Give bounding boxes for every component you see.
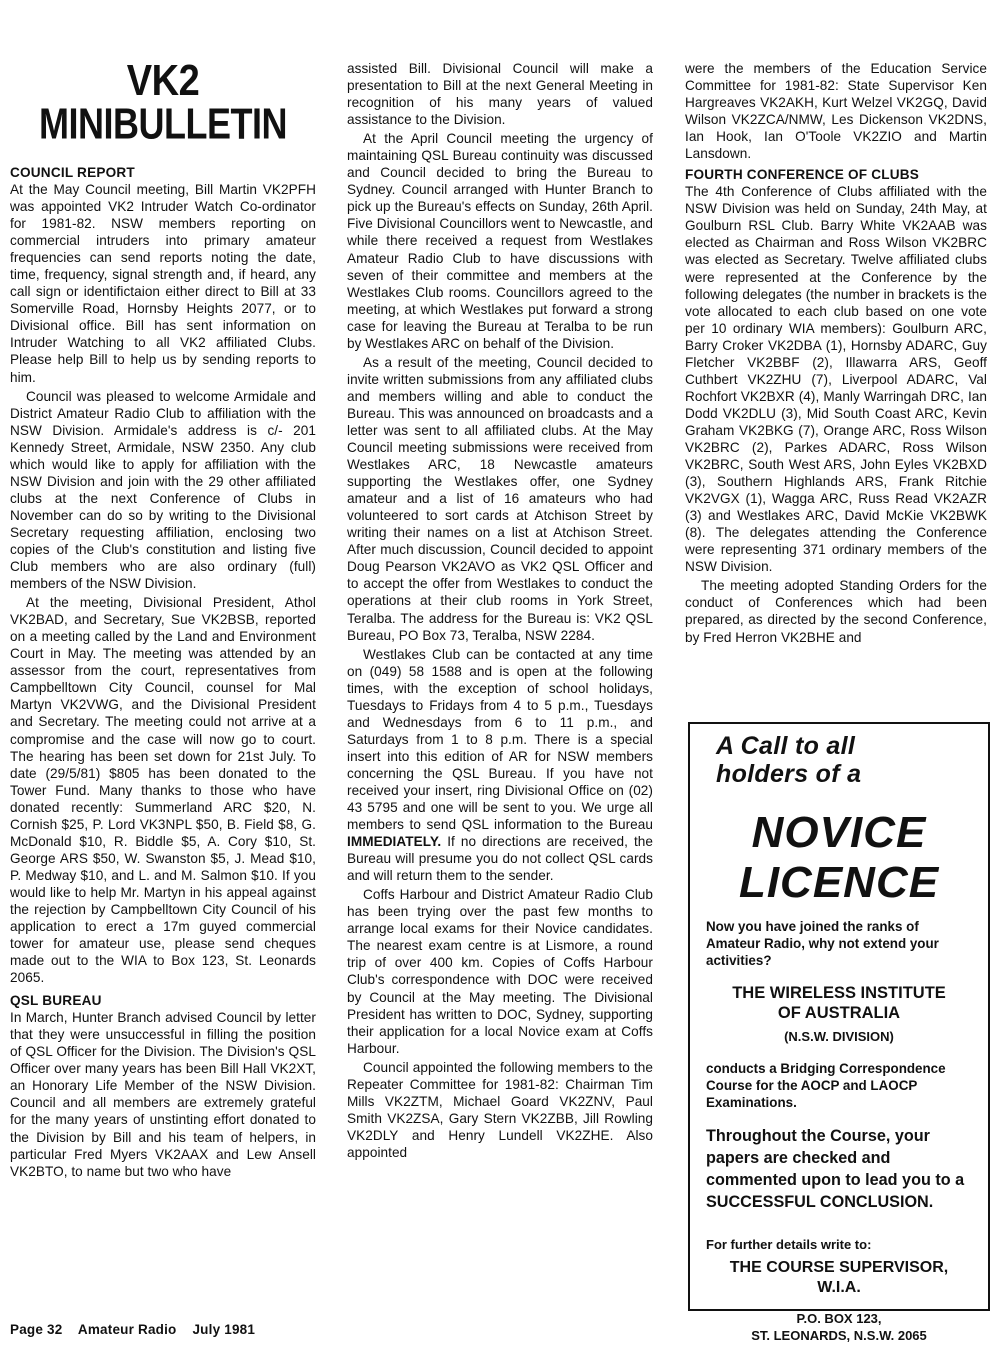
page-footer [10, 1322, 267, 1337]
council-report-paragraph-2: Council was pleased to welcome Armidale and District Amateur Radio Club to affiliation with the NSW Division. Armidale's address is c/- 201 Kennedy Street, Armidale, NSW 2350. Any club which would like to apply for affiliation with the NSW Division and join with the 29 other affiliated clubs at the next Conference of Clubs in November can do so by writing to the Divisional Secretary requesting affiliation, enclosing two copies of the Club's constitution and listing five Club members who are also ordinary (full) members of the NSW Division. [10, 388, 316, 592]
masthead-line-1: VK2 [126, 56, 200, 106]
ad-further-details: For further details write to: [706, 1237, 872, 1252]
ad-call-line-2: holders of a [716, 760, 862, 788]
column-2 [347, 60, 653, 1161]
column-3 [685, 60, 987, 646]
ad-lead-text: Now you have joined the ranks of Amateur Radio, why not extend your activities? [706, 919, 939, 968]
westlakes-text-a: Westlakes Club can be contacted at any time on (049) 58 1588 and is open at the following times, with the exception of school holidays, Tuesdays to Fridays from 4 to 5 p.m., Tuesdays and Wednesdays from 6 to 11 p.m., and Saturdays from 1 to 8 p.m. There is a special insert into this edition of AR for NSW members concerning the QSL Bureau. If you have not received your insert, ring Divisional Office on (02) 43 5795 and one will be sent to you. We urge all members to send QSL information to the Bureau [347, 646, 653, 833]
footer-page-number: Page 32 [10, 1322, 63, 1337]
council-report-paragraph-1: At the May Council meeting, Bill Martin VK2PFH was appointed VK2 Intruder Watch Co-ordinator for 1981-82. NSW members reporting on commercial intruders into primary amateur frequencies can send reports noting the date, time, frequency, signal strength and, if heard, any call sign or identifictaion either direct to Bill at 33 Somerville Road, Hornsby Heights 2077, or to Divisional office. Bill has sent information on Intruder Watching to all VK2 affiliated Clubs. Please help Bill to help us by sending reports to him. [10, 182, 316, 385]
ad-supervisor-line-2: W.I.A. [817, 1279, 861, 1296]
ad-course-description: conducts a Bridging Correspondence Course for the AOCP and LAOCP Examinations. [706, 1061, 946, 1110]
education-committee-paragraph: were the members of the Education Service Committee for 1981-82: State Supervisor Ken Hargreaves VK2AKH, Kurt Welzel VK2GQ, David Wilson VK2ZCA/NMW, Les Dickenson VK2DNS, Ian Hook, Ian O'Toole VK2ZIO and Martin Lansdown. [685, 61, 987, 162]
qsl-bureau-paragraph-2: assisted Bill. Divisional Council will make a presentation to Bill at the next General Meeting in recognition of his many years of valued assistance to the Division. [347, 61, 653, 128]
ad-novice-licence-title [706, 808, 972, 908]
heading-qsl-bureau: QSL BUREAU [10, 993, 102, 1009]
ad-address-line-1: P.O. BOX 123, [796, 1311, 882, 1326]
ad-course-supervisor [706, 1258, 972, 1298]
ad-throughout-text: Throughout the Course, your papers are checked and commented upon to lead you to a SUCCESSFUL CONCLUSION. [706, 1127, 965, 1211]
masthead [10, 56, 316, 148]
ad-organisation-line-1: THE WIRELESS INSTITUTE [732, 984, 946, 1002]
qsl-bureau-paragraph-3: At the April Council meeting the urgency of maintaining QSL Bureau continuity was discussed and Council decided to bring the Bureau to Sydney. Council arranged with Hunter Branch to pick up the Bureau's effects on Sunday, 26th April. Five Divisional Councillors went to Newcastle, and while there received a request from Westlakes Amateur Radio Club to have discussions with seven of their committee and members at the Westlakes Club rooms. Councillors agreed to the meeting, at which Westlakes put forward a strong case for leaving the Bureau at Teralba to be run by Westlakes ARC on behalf of the Division. [347, 131, 653, 351]
ad-address [706, 1310, 972, 1344]
council-report-paragraph-3: At the meeting, Divisional President, Athol VK2BAD, and Secretary, Sue VK2BSB, reported on a meeting called by the Land and Environment Court in May. The meeting was attended by an assessor from the court, representatives from Campbelltown City Council, counsel for Mal Martyn VK2VWG, and the Divisional President and Secretary. The meeting could not arrive at a compromise and the case will now go to court. The hearing has been set down for 21st July. To date (29/5/81) $805 has been donated to the Tower Fund. Many thanks to those who have donated recently: Summerland ARC $20, N. Cornish $25, P. Lord VK3NPL $50, B. Field $8, G. McDonald $10, R. Biddle $5, A. Cory $10, St. George ARS $50, W. Swanston $5, J. Mead $10, P. Medway $10, and L. and M. Salmon $10. If you would like to help Mr. Martyn in his appeal against the rejection by Campbelltown City Council of his application to erect a 17m guyed commercial tower for amateur use, please send cheques made out to the WIA to Box 123, St. Leonards 2065. [10, 595, 316, 986]
column-1 [10, 56, 316, 1180]
conference-paragraph-2: The meeting adopted Standing Orders for the conduct of Conferences which had been prepared, as directed by the second Conference, by Fred Herron VK2BHE and [685, 578, 987, 645]
qsl-bureau-paragraph-1: In March, Hunter Branch advised Council by letter that they were unsuccessful in filling the position of QSL Officer for the Division. The Division's QSL Officer over many years has been Bill Hall VK2XT, an Honorary Life Member of the NSW Division. Council and all members are extremely grateful for the many years of unstinting effort donated to the Division by Bill and his team of helpers, in particular Fred Myers VK2AAX and Lew Ansell VK2BTO, to name but two who have [10, 1010, 316, 1179]
ad-novice-word: NOVICE [751, 808, 927, 857]
masthead-line-2: MINIBULLETIN [39, 98, 287, 148]
heading-council-report: COUNCIL REPORT [10, 165, 135, 180]
ad-call-line-1: A Call to all [716, 732, 856, 760]
ad-organisation-line-2: OF AUSTRALIA [777, 1004, 901, 1022]
novice-licence-advertisement [688, 722, 990, 1343]
repeater-committee-paragraph: Council appointed the following members to the Repeater Committee for 1981-82: Chairman Tim Mills VK2ZTM, Michael Goard VK2ZNV, Paul Smith VK2ZSA, Gary Stern VK2ZBB, Jill Rowling VK2DLY and Henry Lundell VK2ZHE. Also appointed [347, 1059, 653, 1160]
ad-organisation [706, 983, 972, 1023]
conference-paragraph-1: The 4th Conference of Clubs affiliated with the NSW Division was held on Sunday, 24th May, at Goulburn RSL Club. Barry White VK2AAB was elected as Chairman and Ross Wilson VK2BRC was elected as Secretary. Twelve affiliated clubs were represented at the Conference by the following delegates (the number in brackets is the vote allocated to each club based on one vote per 10 ordinary WIA members): Goulburn ARC, Barry Croker VK2DBA (1), Hornsby ADARC, Guy Fletcher VK2BBF (2), Illawarra ARS, Geoff Cuthbert VK2ZHU (7), Liverpool ADARC, Val Rochfort VK2BXR (4), Manly Warringah DRC, Ian Dodd VK2DLU (3), Mid South Coast ARC, Kevin Graham VK2BKG (7), Orange ARC, Ross Wilson VK2BRC (2), Parkes ADARC, Ross Wilson VK2BRC, South West ARS, John Eyles VK2BXD (3), Southern Highlands ARS, Frank Ritchie VK2VGX (1), Wagga ARC, Russ Read VK2AZR (3) and Westlakes ARC, David McKie VK2BWK (8). The delegates attending the Conference were representing 371 ordinary members of the NSW Division. [685, 184, 987, 575]
qsl-bureau-paragraph-5 [347, 646, 653, 885]
ad-address-line-2: ST. LEONARDS, N.S.W. 2065 [751, 1328, 927, 1343]
ad-licence-word: LICENCE [738, 858, 940, 907]
westlakes-text-b: If no directions are received, the Bureau will presume you do not collect QSL cards and will return them to the sender. [347, 834, 653, 884]
footer-issue-date: July 1981 [192, 1322, 256, 1337]
ad-division: (N.S.W. DIVISION) [784, 1029, 894, 1044]
coffs-harbour-paragraph: Coffs Harbour and District Amateur Radio Club has been trying over the past few months to arrange local exams for their Novice candidates. The nearest exam centre is at Lismore, a round trip of over 400 km. Copies of Coffs Harbour Club's correspondence with DOC were received by Council at the May meeting. The Divisional President has written to DOC, Sydney, supporting their application for a local Novice exam at Coffs Harbour. [347, 887, 653, 1056]
immediately-emphasis: IMMEDIATELY. [347, 834, 442, 850]
heading-fourth-conference: FOURTH CONFERENCE OF CLUBS [685, 167, 920, 183]
footer-magazine-name: Amateur Radio [77, 1322, 177, 1337]
ad-supervisor-line-1: THE COURSE SUPERVISOR, [729, 1259, 949, 1276]
qsl-bureau-paragraph-4: As a result of the meeting, Council decided to invite written submissions from any affiliated clubs and members willing and able to conduct the Bureau. This was announced on broadcasts and a letter was sent to all affiliated clubs. At the May Council meeting submissions were received from Westlakes ARC, 18 Newcastle amateurs supporting the Westlakes offer, one Sydney amateur and a list of 16 amateurs who had volunteered to sort cards at Atchison Street by writing their names on a list at Atchison Street. After much discussion, Council decided to appoint Doug Pearson VK2AVO as VK2 QSL Officer and to accept the offer from Westlakes to conduct the operations at their club rooms in York Street, Teralba. The address for the Bureau is: VK2 QSL Bureau, PO Box 73, Teralba, NSW 2284. [347, 354, 653, 643]
